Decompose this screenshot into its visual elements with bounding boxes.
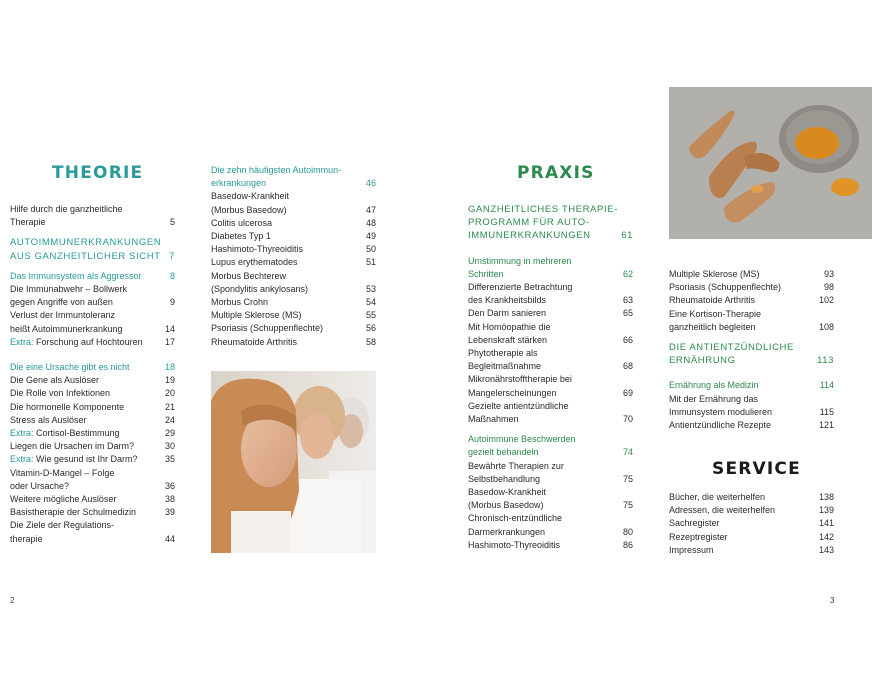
praxis-title: PRAXIS xyxy=(517,163,595,183)
toc-entry-title: Lupus erythematodes xyxy=(211,257,298,268)
toc-entry-title: Selbstbehandlung xyxy=(468,473,541,484)
toc-entry-page: 108 xyxy=(818,321,834,332)
toc-entry[interactable] xyxy=(10,533,175,546)
toc-entry[interactable] xyxy=(468,413,633,426)
toc-entry-page: 24 xyxy=(164,414,175,425)
toc-entry-title: Therapie xyxy=(10,217,46,228)
toc-section-heading[interactable] xyxy=(669,354,834,367)
toc-subheading[interactable] xyxy=(211,164,376,177)
toc-entry-page: 142 xyxy=(818,531,834,542)
toc-entry[interactable] xyxy=(10,216,175,229)
toc-entry[interactable] xyxy=(468,294,633,307)
toc-section-heading[interactable] xyxy=(10,236,175,249)
toc-entry[interactable] xyxy=(468,321,633,334)
toc-entry[interactable] xyxy=(10,493,175,506)
toc-entry[interactable] xyxy=(468,387,633,400)
toc-entry-title: heißt Autoimmunerkrankung xyxy=(10,323,123,334)
toc-entry-page: 44 xyxy=(164,533,175,544)
toc-entry-title: oder Ursache? xyxy=(10,480,70,491)
toc-entry[interactable] xyxy=(211,322,376,335)
toc-entry-title: Bücher, die weiterhelfen xyxy=(669,492,766,502)
toc-entry-title: ganzheitlich begleiten xyxy=(669,321,756,332)
toc-entry-page: 80 xyxy=(622,526,633,537)
toc-entry[interactable] xyxy=(468,473,633,486)
page-number-left: 2 xyxy=(10,596,15,605)
toc-subheading-title: erkrankungen xyxy=(211,178,267,189)
toc-entry-title: Basedow-Krankheit xyxy=(468,487,547,498)
toc-entry-title: Rheumatoide Arthritis xyxy=(211,336,298,347)
toc-entry-title: Basistherapie der Schulmedizin xyxy=(10,507,137,518)
toc-entry-title: Rezeptregister xyxy=(669,531,728,542)
toc-entry-title: Maßnahmen xyxy=(468,414,519,425)
toc-entry-title: Lebenskraft stärken xyxy=(468,334,548,345)
toc-entry[interactable] xyxy=(10,506,175,519)
toc-entry-title: (Morbus Basedow) xyxy=(211,204,287,215)
toc-entry-page: 51 xyxy=(365,257,376,268)
toc-entry[interactable] xyxy=(468,307,633,320)
toc-entry-title: Colitis ulcerosa xyxy=(211,217,273,228)
toc-entry[interactable] xyxy=(468,499,633,512)
toc-entry[interactable] xyxy=(468,347,633,360)
toc-entry[interactable] xyxy=(669,517,834,530)
toc-entry[interactable] xyxy=(669,268,834,281)
toc-entry[interactable] xyxy=(10,323,175,336)
toc-entry-title: Phytotherapie als xyxy=(468,348,538,359)
toc-entry-page: 49 xyxy=(365,231,376,242)
toc-entry-title: (Morbus Basedow) xyxy=(468,500,544,511)
toc-entry[interactable] xyxy=(669,531,834,544)
toc-entry[interactable] xyxy=(669,393,834,406)
toc-entry-title: gegen Angriffe von außen xyxy=(10,297,113,308)
toc-subheading-group xyxy=(468,433,633,459)
toc-section-heading-title: ERNÄHRUNG xyxy=(669,355,736,367)
toc-entry[interactable] xyxy=(211,217,376,230)
toc-entry[interactable] xyxy=(211,256,376,269)
toc-entry[interactable] xyxy=(211,309,376,322)
toc-subheading-title: Schritten xyxy=(468,268,504,279)
toc-entry[interactable] xyxy=(211,230,376,243)
toc-entry[interactable] xyxy=(10,519,175,532)
toc-entry-group xyxy=(211,190,376,348)
toc-entry-page: 38 xyxy=(164,494,175,505)
toc-entry-page: 21 xyxy=(164,401,175,412)
toc-entry[interactable] xyxy=(10,387,175,400)
toc-section-heading[interactable] xyxy=(468,216,633,229)
toc-entry-page: 143 xyxy=(818,544,834,555)
toc-entry-page: 9 xyxy=(169,297,175,308)
toc-entry-title: Hashimoto-Thyreoiditis xyxy=(211,244,304,255)
toc-entry-title: Die hormonelle Komponente xyxy=(10,401,125,412)
toc-entry[interactable] xyxy=(669,419,834,432)
women-portrait-photo xyxy=(211,371,376,553)
toc-entry-page: 53 xyxy=(365,283,376,294)
page-number-right: 3 xyxy=(830,596,835,605)
toc-entry[interactable] xyxy=(468,486,633,499)
toc-subheading[interactable]: Das Immunsystem als Aggressor 8 xyxy=(10,270,175,281)
toc-subheading-title: Die zehn häufigsten Autoimmun- xyxy=(211,165,342,175)
turmeric-photo xyxy=(669,87,872,239)
toc-entry-group xyxy=(468,460,633,552)
toc-entry-page: 75 xyxy=(622,473,633,484)
toc-entry-page: 50 xyxy=(365,244,376,255)
toc-entry[interactable] xyxy=(10,480,175,493)
toc-section-heading-title: AUS GANZHEITLICHER SICHT xyxy=(10,250,161,262)
toc-entry-page: 93 xyxy=(823,269,834,279)
toc-entry-title: Multiple Sklerose (MS) xyxy=(669,269,760,279)
toc-entry-title: Mit der Ernährung das xyxy=(669,393,759,404)
toc-entry-title: Vitamin-D-Mangel – Folge xyxy=(10,467,115,478)
toc-entry[interactable] xyxy=(211,296,376,309)
toc-entry-title: Die Rolle von Infektionen xyxy=(10,388,111,399)
toc-entry[interactable] xyxy=(10,296,175,309)
toc-entry-title: Immunsystem modulieren xyxy=(669,406,773,417)
toc-section-heading-title: GANZHEITLICHES THERAPIE- xyxy=(468,204,618,215)
toc-entry-group xyxy=(10,203,175,229)
toc-entry-group xyxy=(669,491,834,557)
toc-entry[interactable] xyxy=(211,283,376,296)
toc-entry-title: Darmerkrankungen xyxy=(468,526,546,537)
toc-entry-title: Differenzierte Betrachtung xyxy=(468,282,573,293)
toc-entry-page: 102 xyxy=(818,295,834,306)
toc-subheading[interactable]: Ernährung als Medizin 114 xyxy=(669,380,834,391)
toc-entry-page: 121 xyxy=(818,420,834,431)
theorie-title: THEORIE xyxy=(52,163,144,183)
toc-entry-page: 55 xyxy=(365,310,376,321)
toc-entry-title: (Spondylitis ankylosans) xyxy=(211,283,309,294)
toc-entry-page: 75 xyxy=(622,500,633,511)
toc-entry-title: Begleitmaßnahme xyxy=(468,361,542,372)
toc-entry[interactable] xyxy=(211,204,376,217)
toc-entry-title: Mikronährstofftherapie bei xyxy=(468,374,572,385)
toc-entry-page: 98 xyxy=(823,282,834,293)
toc-entry-page: 19 xyxy=(164,375,175,386)
service-title: SERVICE xyxy=(712,459,801,479)
toc-entry-group xyxy=(669,393,834,433)
toc-entry-title: Verlust der Immuntoleranz xyxy=(10,310,116,321)
toc-subheading[interactable] xyxy=(468,433,633,446)
toc-entry-page: 65 xyxy=(622,308,633,319)
toc-entry[interactable] xyxy=(10,401,175,414)
toc-entry[interactable] xyxy=(468,334,633,347)
toc-entry-page: 48 xyxy=(365,217,376,228)
toc-column-service xyxy=(669,268,834,432)
toc-entry[interactable] xyxy=(669,406,834,419)
toc-subheading[interactable] xyxy=(468,268,633,281)
toc-subheading[interactable] xyxy=(468,255,633,268)
toc-section-heading-group xyxy=(468,203,633,243)
toc-section-heading-group xyxy=(10,236,175,262)
toc-entry-title: Bewährte Therapien zur xyxy=(468,460,564,471)
toc-entry-title: Basedow-Krankheit xyxy=(211,191,290,202)
toc-entry-page: 86 xyxy=(622,539,633,550)
toc-entry-page: 54 xyxy=(365,297,376,308)
toc-entry[interactable] xyxy=(10,414,175,427)
toc-entry[interactable] xyxy=(468,526,633,539)
toc-section-heading[interactable] xyxy=(468,203,633,216)
toc-entry-title: Psoriasis (Schuppenflechte) xyxy=(669,282,782,293)
toc-entry-title: Morbus Bechterew xyxy=(211,270,287,281)
toc-subheading-page: 62 xyxy=(622,268,633,279)
toc-entry-page: 58 xyxy=(365,336,376,347)
toc-entry-page: 68 xyxy=(622,361,633,372)
toc-entry-title: Adressen, die weiterhelfen xyxy=(669,505,776,516)
toc-entry-page: 5 xyxy=(169,217,175,228)
toc-subheading[interactable] xyxy=(211,177,376,190)
toc-entry-page: 69 xyxy=(622,387,633,398)
toc-extra-entry[interactable]: Extra: Wie gesund ist Ihr Darm? 35 xyxy=(10,454,175,465)
toc-extra-entry[interactable]: Extra: Cortisol-Bestimmung 29 xyxy=(10,428,175,439)
toc-entry-page: 141 xyxy=(818,518,834,529)
toc-subheading[interactable] xyxy=(468,446,633,459)
toc-entry[interactable] xyxy=(211,190,376,203)
toc-section-heading-group xyxy=(669,341,834,367)
toc-entry[interactable] xyxy=(468,460,633,473)
toc-entry[interactable] xyxy=(468,360,633,373)
toc-column-service-list xyxy=(669,491,834,557)
toc-section-heading-page: 61 xyxy=(621,230,633,242)
toc-entry[interactable] xyxy=(669,281,834,294)
toc-subheading-group xyxy=(468,255,633,281)
toc-entry-title: Morbus Crohn xyxy=(211,297,269,308)
toc-entry-group xyxy=(468,281,633,426)
toc-entry-page: 56 xyxy=(365,323,376,334)
toc-entry-page: 70 xyxy=(622,414,633,425)
toc-entry-title: Psoriasis (Schuppenflechte) xyxy=(211,323,324,334)
toc-subheading-title: Autoimmune Beschwerden xyxy=(468,434,576,445)
toc-entry-page: 63 xyxy=(622,295,633,306)
toc-subheading-page: 74 xyxy=(622,447,633,458)
toc-entry[interactable] xyxy=(211,270,376,283)
toc-entry-group xyxy=(10,283,175,336)
toc-entry-title: Die Immunabwehr – Bollwerk xyxy=(10,284,128,295)
toc-section-heading-title: IMMUNERKRANKUNGEN xyxy=(468,230,591,242)
toc-column-theorie xyxy=(10,203,175,546)
toc-entry-page: 14 xyxy=(164,323,175,334)
toc-entry-title: Sachregister xyxy=(669,518,720,529)
toc-entry[interactable] xyxy=(468,400,633,413)
toc-entry[interactable] xyxy=(669,504,834,517)
toc-column-praxis xyxy=(468,203,633,552)
toc-subheading[interactable]: Die eine Ursache gibt es nicht 18 xyxy=(10,362,175,373)
toc-section-heading[interactable] xyxy=(468,229,633,242)
toc-section-heading[interactable] xyxy=(10,250,175,263)
toc-entry[interactable] xyxy=(468,373,633,386)
toc-entry-title: Impressum xyxy=(669,544,714,555)
toc-entry-page: 115 xyxy=(819,406,834,417)
toc-entry[interactable] xyxy=(669,308,834,321)
toc-entry[interactable] xyxy=(10,467,175,480)
toc-entry[interactable] xyxy=(669,321,834,334)
toc-entry-title: Hilfe durch die ganzheitliche xyxy=(10,204,123,214)
toc-entry-title: Mangelerscheinungen xyxy=(468,387,557,398)
toc-section-heading-title: DIE ANTIENTZÜNDLICHE xyxy=(669,342,794,354)
toc-entry-page: 39 xyxy=(164,507,175,518)
toc-entry-page: 20 xyxy=(164,388,175,399)
toc-entry-title: Den Darm sanieren xyxy=(468,308,547,319)
toc-entry-title: Multiple Sklerose (MS) xyxy=(211,310,302,321)
toc-entry-page: 66 xyxy=(622,334,633,345)
toc-entry-title: Diabetes Typ 1 xyxy=(211,231,271,242)
toc-entry[interactable] xyxy=(468,512,633,525)
toc-entry[interactable] xyxy=(669,544,834,557)
toc-entry-title: Rheumatoide Arthritis xyxy=(669,295,756,306)
toc-entry[interactable]: Liegen die Ursachen im Darm? 30 xyxy=(10,441,175,452)
toc-entry-group xyxy=(669,268,834,334)
toc-subheading-group xyxy=(211,164,376,190)
toc-section-heading[interactable] xyxy=(669,341,834,354)
toc-entry-title: Chronisch-entzündliche xyxy=(468,513,563,524)
toc-entry-title: Die Gene als Auslöser xyxy=(10,375,100,386)
toc-entry-title: Die Ziele der Regulations- xyxy=(10,520,115,531)
toc-entry-title: Eine Kortison-Therapie xyxy=(669,308,762,319)
toc-entry-page: 138 xyxy=(818,492,834,502)
toc-entry[interactable] xyxy=(468,281,633,294)
toc-entry-page: 36 xyxy=(164,480,175,491)
toc-entry-title: Antientzündliche Rezepte xyxy=(669,420,772,431)
toc-entry[interactable] xyxy=(10,203,175,216)
toc-entry-title: therapie xyxy=(10,533,43,544)
toc-entry-title: des Krankheitsbilds xyxy=(468,295,547,306)
toc-entry[interactable] xyxy=(10,309,175,322)
toc-entry[interactable] xyxy=(468,539,633,552)
toc-section-heading-title: PROGRAMM FÜR AUTO- xyxy=(468,217,590,229)
toc-subheading-title: Umstimmung in mehreren xyxy=(468,255,572,266)
toc-entry[interactable] xyxy=(669,491,834,504)
toc-entry-group xyxy=(10,374,175,427)
toc-entry[interactable] xyxy=(211,243,376,256)
toc-entry-title: Hashimoto-Thyreoiditis xyxy=(468,539,561,550)
toc-extra-entry[interactable]: Extra: Forschung auf Hochtouren 17 xyxy=(10,336,175,347)
toc-entry[interactable] xyxy=(211,336,376,349)
toc-entry-page: 47 xyxy=(365,204,376,215)
toc-section-heading-page: 113 xyxy=(817,355,834,367)
toc-entry[interactable] xyxy=(10,283,175,296)
toc-section-heading-page: 7 xyxy=(169,250,175,262)
toc-entry-title: Weitere mögliche Auslöser xyxy=(10,494,117,505)
toc-entry-group xyxy=(10,467,175,546)
toc-entry-title: Mit Homöopathie die xyxy=(468,321,551,332)
toc-subheading-page: 46 xyxy=(365,178,376,189)
toc-entry-title: Stress als Auslöser xyxy=(10,414,87,425)
toc-entry-page: 139 xyxy=(818,505,834,516)
toc-entry[interactable] xyxy=(669,294,834,307)
toc-entry[interactable] xyxy=(10,374,175,387)
toc-column-diseases xyxy=(211,164,376,349)
toc-entry-title: Gezielte antientzündliche xyxy=(468,400,569,411)
toc-section-heading-title: AUTOIMMUNERKRANKUNGEN xyxy=(10,237,162,249)
toc-subheading-title: gezielt behandeln xyxy=(468,447,539,458)
